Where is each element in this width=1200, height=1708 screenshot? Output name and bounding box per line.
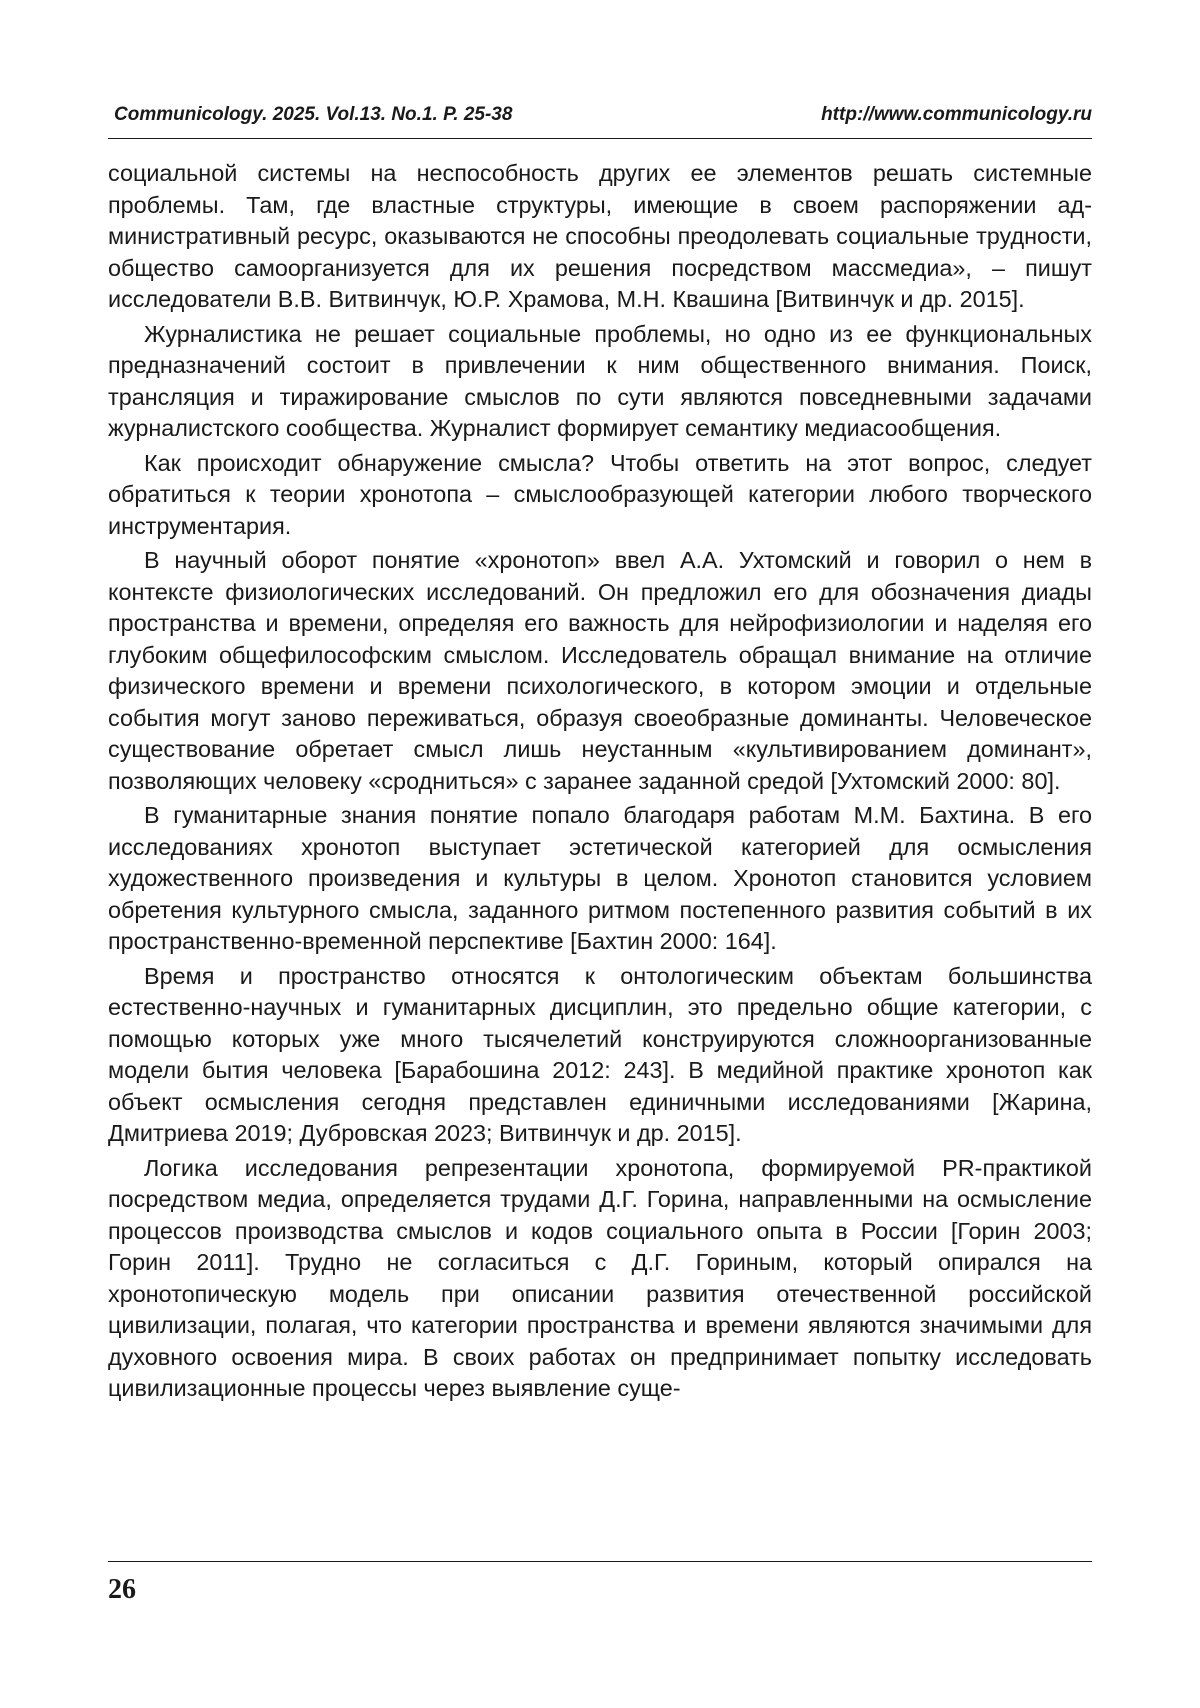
footer-divider	[108, 1561, 1092, 1562]
paragraph-continued: социальной системы на неспособность других ее элементов решать системные проблемы. Там, где властные структуры, имеющие в своем распоряжении административный ресурс, оказываются не способны преодолевать социальные трудности, общество самоорганизуется для их решения посредством массмедиа», – пишут исследователи В.В. Витвинчук, Ю.Р. Храмова, М.Н. Квашина [Витвинчук и др. 2015].	[108, 160, 1092, 312]
paragraph: Журналистика не решает социальные проблемы, но одно из ее функциональных предназначений состоит в привлечении к ним общественного внимания. Поиск, трансляция и тиражирование смыслов по сути являются повседневными задачами журналистского сообщества. Журналист формирует семантику медиасообщения.	[108, 320, 1092, 441]
paragraph: В гуманитарные знания понятие попало благодаря работам М.М. Бахтина. В его исследованиях хронотоп выступает эстетической категорией для осмысления художественного произведения и культуры в целом. Хронотоп становится условием обретения культурного смысла, заданного ритмом постепенного развития событий в их пространственно-временной перспективе [Бахтин 2000: 164].	[108, 802, 1092, 954]
page-number: 26	[108, 1574, 136, 1605]
article-body	[108, 158, 1092, 1408]
paragraph: Как происходит обнаружение смысла? Чтобы ответить на этот вопрос, следует обратиться к теории хронотопа – смыслообразующей категории любого творческого инструментария.	[108, 449, 1092, 539]
journal-url: http://www.communicology.ru	[821, 104, 1092, 125]
paragraph: Логика исследования репрезентации хронотопа, формируемой PR-практикой посредством медиа, определяется трудами Д.Г. Горина, направленными на осмысление процессов производства смыслов и кодов социального опыта в России [Горин 2003; Горин 2011]. Трудно не согласиться с Д.Г. Гориным, который опирался на хронотопическую модель при описании развития отечественной российской цивилизации, полагая, что категории пространства и времени являются значимыми для духовного освоения мира. В своих работах он предпринимает попытку исследовать цивилизационные процессы через выявление суще-	[108, 1154, 1092, 1401]
paragraph: В научный оборот понятие «хронотоп» ввел А.А. Ухтомский и говорил о нем в контексте физиологических исследований. Он предложил его для обозначения диады пространства и времени, определяя его важность для нейрофизиологии и наделяя его глубоким общефилософским смыслом. Исследователь обращал внимание на отличие физического времени и времени психологического, в котором эмоции и отдельные события могут заново переживаться, образуя своеобразные доминанты. Человеческое существование обретает смысл лишь неустанным «культивированием доминант», позволяющих человеку «сродниться» с заранее заданной средой [Ухтомский 2000: 80].	[108, 547, 1092, 794]
running-header	[108, 104, 1092, 139]
journal-citation: Communicology. 2025. Vol.13. No.1. P. 25-38	[114, 104, 513, 125]
paragraph: Время и пространство относятся к онтологическим объектам большинства естественно-научных и гуманитарных дисциплин, это предельно общие категории, с помощью которых уже много тысячелетий конструируются сложноорганизованные модели бытия человека [Барабошина 2012: 243]. В медийной практике хронотоп как объект осмысления сегодня представлен единичными исследованиями [Жарина, Дмитриева 2019; Дубровская 2023; Витвинчук и др. 2015].	[108, 962, 1092, 1146]
